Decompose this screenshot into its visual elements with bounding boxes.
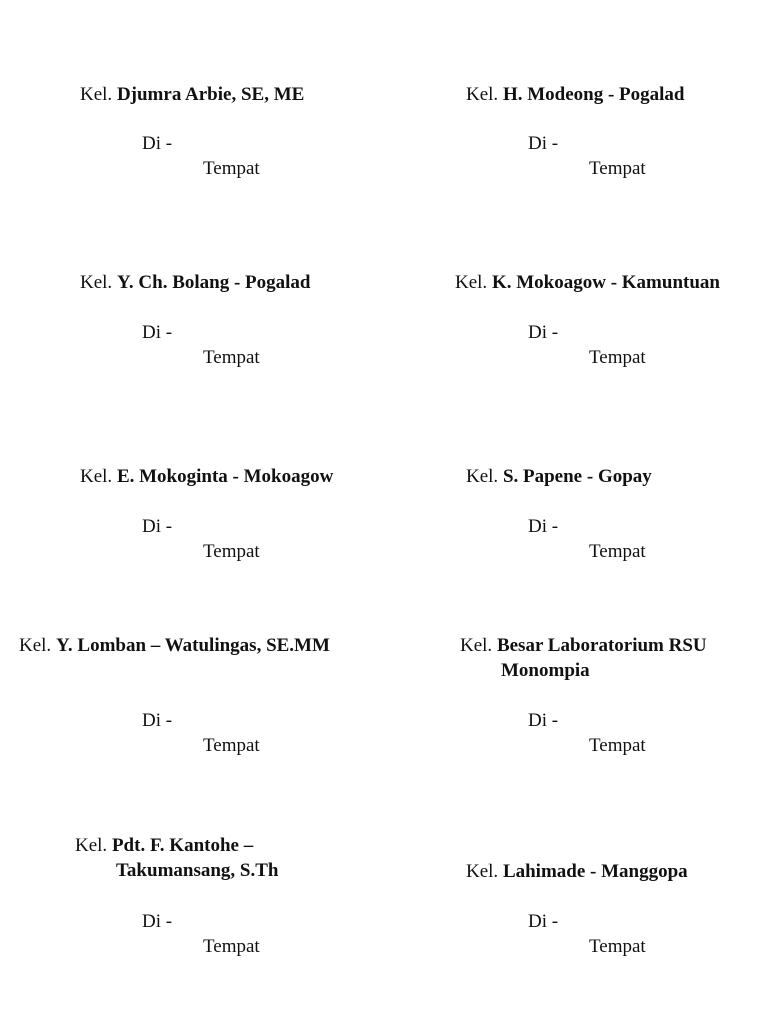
kel-prefix: Kel. bbox=[466, 861, 499, 882]
label-2-name: H. Modeong - Pogalad bbox=[502, 84, 685, 105]
label-5-name: E. Mokoginta - Mokoagow bbox=[116, 466, 334, 487]
label-9-di: Di - bbox=[142, 911, 173, 932]
label-10-heading bbox=[466, 859, 688, 884]
label-7-di: Di - bbox=[142, 710, 173, 731]
label-1-tempat: Tempat bbox=[203, 158, 260, 179]
label-9-name-line1: Pdt. F. Kantohe – bbox=[111, 835, 254, 856]
label-6-tempat: Tempat bbox=[589, 541, 646, 562]
label-4-name: K. Mokoagow - Kamuntuan bbox=[491, 272, 720, 293]
label-5-tempat: Tempat bbox=[203, 541, 260, 562]
label-8-heading bbox=[460, 633, 707, 658]
kel-prefix: Kel. bbox=[466, 84, 499, 105]
label-2-di: Di - bbox=[528, 133, 559, 154]
label-4-heading bbox=[455, 270, 720, 295]
label-10-name: Lahimade - Manggopa bbox=[502, 861, 688, 882]
label-7-tempat: Tempat bbox=[203, 735, 260, 756]
label-6-heading bbox=[466, 464, 652, 489]
label-8-tempat: Tempat bbox=[589, 735, 646, 756]
label-6-di: Di - bbox=[528, 516, 559, 537]
kel-prefix: Kel. bbox=[80, 466, 113, 487]
label-9-tempat: Tempat bbox=[203, 936, 260, 957]
label-7-heading bbox=[19, 633, 330, 658]
label-1-di: Di - bbox=[142, 133, 173, 154]
label-3-tempat: Tempat bbox=[203, 347, 260, 368]
label-8-name-line2: Monompia bbox=[501, 660, 590, 681]
label-2-tempat: Tempat bbox=[589, 158, 646, 179]
kel-prefix: Kel. bbox=[460, 635, 493, 656]
label-3-heading bbox=[80, 270, 311, 295]
label-9-heading bbox=[75, 833, 253, 858]
label-5-heading bbox=[80, 464, 333, 489]
kel-prefix: Kel. bbox=[75, 835, 108, 856]
label-4-tempat: Tempat bbox=[589, 347, 646, 368]
kel-prefix: Kel. bbox=[455, 272, 488, 293]
label-3-name: Y. Ch. Bolang - Pogalad bbox=[116, 272, 311, 293]
label-1-heading bbox=[80, 82, 304, 107]
label-8-name-line1: Besar Laboratorium RSU bbox=[496, 635, 707, 656]
label-2-heading bbox=[466, 82, 685, 107]
label-6-name: S. Papene - Gopay bbox=[502, 466, 652, 487]
kel-prefix: Kel. bbox=[80, 84, 113, 105]
label-10-di: Di - bbox=[528, 911, 559, 932]
label-9-name-line2: Takumansang, S.Th bbox=[116, 860, 279, 881]
kel-prefix: Kel. bbox=[19, 635, 52, 656]
label-4-di: Di - bbox=[528, 322, 559, 343]
label-5-di: Di - bbox=[142, 516, 173, 537]
label-8-di: Di - bbox=[528, 710, 559, 731]
kel-prefix: Kel. bbox=[80, 272, 113, 293]
label-3-di: Di - bbox=[142, 322, 173, 343]
kel-prefix: Kel. bbox=[466, 466, 499, 487]
label-1-name: Djumra Arbie, SE, ME bbox=[116, 84, 305, 105]
label-10-tempat: Tempat bbox=[589, 936, 646, 957]
label-7-name: Y. Lomban – Watulingas, SE.MM bbox=[55, 635, 330, 656]
